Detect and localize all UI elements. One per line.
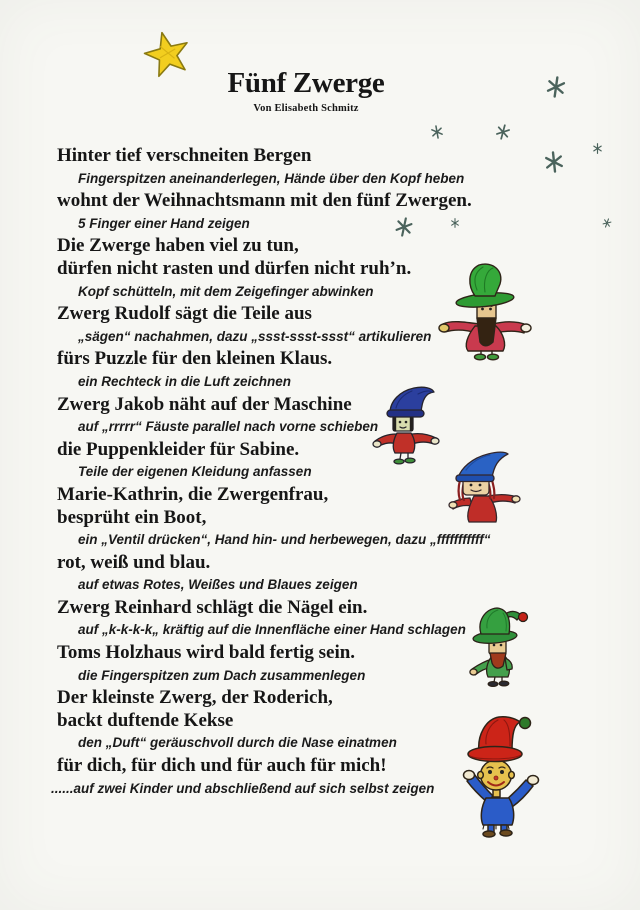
snowflake-star-icon (544, 75, 569, 100)
instruction-line: ein „Ventil drücken“, Hand hin- und herbewegen, dazu „fffffffffff“ (78, 532, 491, 548)
verse-line: Zwerg Rudolf sägt die Teile aus (57, 303, 312, 325)
instruction-line: „sägen“ nachahmen, dazu „ssst-ssst-ssst“ artikulieren (78, 328, 432, 344)
dwarf-reinhard-drawing (467, 604, 539, 688)
snowflake-star-icon (392, 215, 416, 239)
verse-line: Zwerg Reinhard schlägt die Nägel ein. (57, 596, 368, 618)
verse-line: fürs Puzzle für den kleinen Klaus. (57, 348, 333, 370)
verse-line: Zwerg Jakob näht auf der Maschine (57, 393, 352, 415)
instruction-line: Fingerspitzen aneinanderlegen, Hände über den Kopf heben (78, 170, 465, 186)
snowflake-star-icon (592, 143, 603, 154)
page-title: Fünf Zwerge (227, 67, 385, 99)
verse-line: dürfen nicht rasten und dürfen nicht ruh’n. (57, 257, 412, 279)
verse-line: Hinter tief verschneiten Bergen (57, 145, 312, 166)
verse-line: Der kleinste Zwerg, der Roderich, (57, 687, 333, 709)
instruction-line: ......auf zwei Kinder und abschließend auf sich selbst zeigen (51, 780, 435, 796)
verse-line: Toms Holzhaus wird bald fertig sein. (57, 642, 356, 664)
snowflake-star-icon (450, 218, 460, 228)
instruction-line: die Fingerspitzen zum Dach zusammenlegen (78, 667, 366, 683)
snowflake-star-icon (493, 122, 513, 142)
instruction-line: den „Duft“ geräuschvoll durch die Nase einatmen (78, 735, 397, 751)
header (0, 66, 612, 114)
snowflake-star-icon (429, 124, 445, 140)
instruction-line: auf „k-k-k-k„ kräftig auf die Innenfläche einer Hand schlagen (78, 622, 466, 638)
dwarf-marie-kathrin-drawing (448, 450, 524, 526)
instruction-line: Kopf schütteln, mit dem Zeigefinger abwinken (78, 283, 374, 299)
instruction-line: ein Rechteck in die Luft zeichnen (78, 373, 292, 389)
verse-line: backt duftende Kekse (57, 709, 234, 731)
verse-line: Die Zwerge haben viel zu tun, (57, 235, 299, 257)
verse-line: wohnt der Weihnachtsmann mit den fünf Zwergen. (57, 190, 472, 212)
instruction-line: auf „rrrrr“ Fäuste parallel nach vorne schieben (78, 419, 379, 435)
dwarf-roderich-drawing (446, 712, 548, 838)
dwarf-rudolf-drawing (437, 262, 535, 362)
verse-line: für dich, für dich und für auch für mich! (57, 755, 387, 777)
verse-line: Marie-Kathrin, die Zwergenfrau, (57, 483, 329, 505)
dwarf-jakob-drawing (372, 386, 440, 468)
instruction-line: 5 Finger einer Hand zeigen (78, 215, 250, 231)
verse-line: die Puppenkleider für Sabine. (57, 438, 300, 460)
verse-line: rot, weiß und blau. (57, 551, 211, 573)
instruction-line: Teile der eigenen Kleidung anfassen (78, 464, 312, 480)
instruction-line: auf etwas Rotes, Weißes und Blaues zeigen (78, 577, 358, 593)
snowflake-star-icon (542, 150, 566, 174)
verse-line: besprüht ein Boot, (57, 506, 207, 528)
snowflake-star-icon (601, 217, 614, 230)
page-subtitle: Von Elisabeth Schmitz (253, 103, 359, 114)
